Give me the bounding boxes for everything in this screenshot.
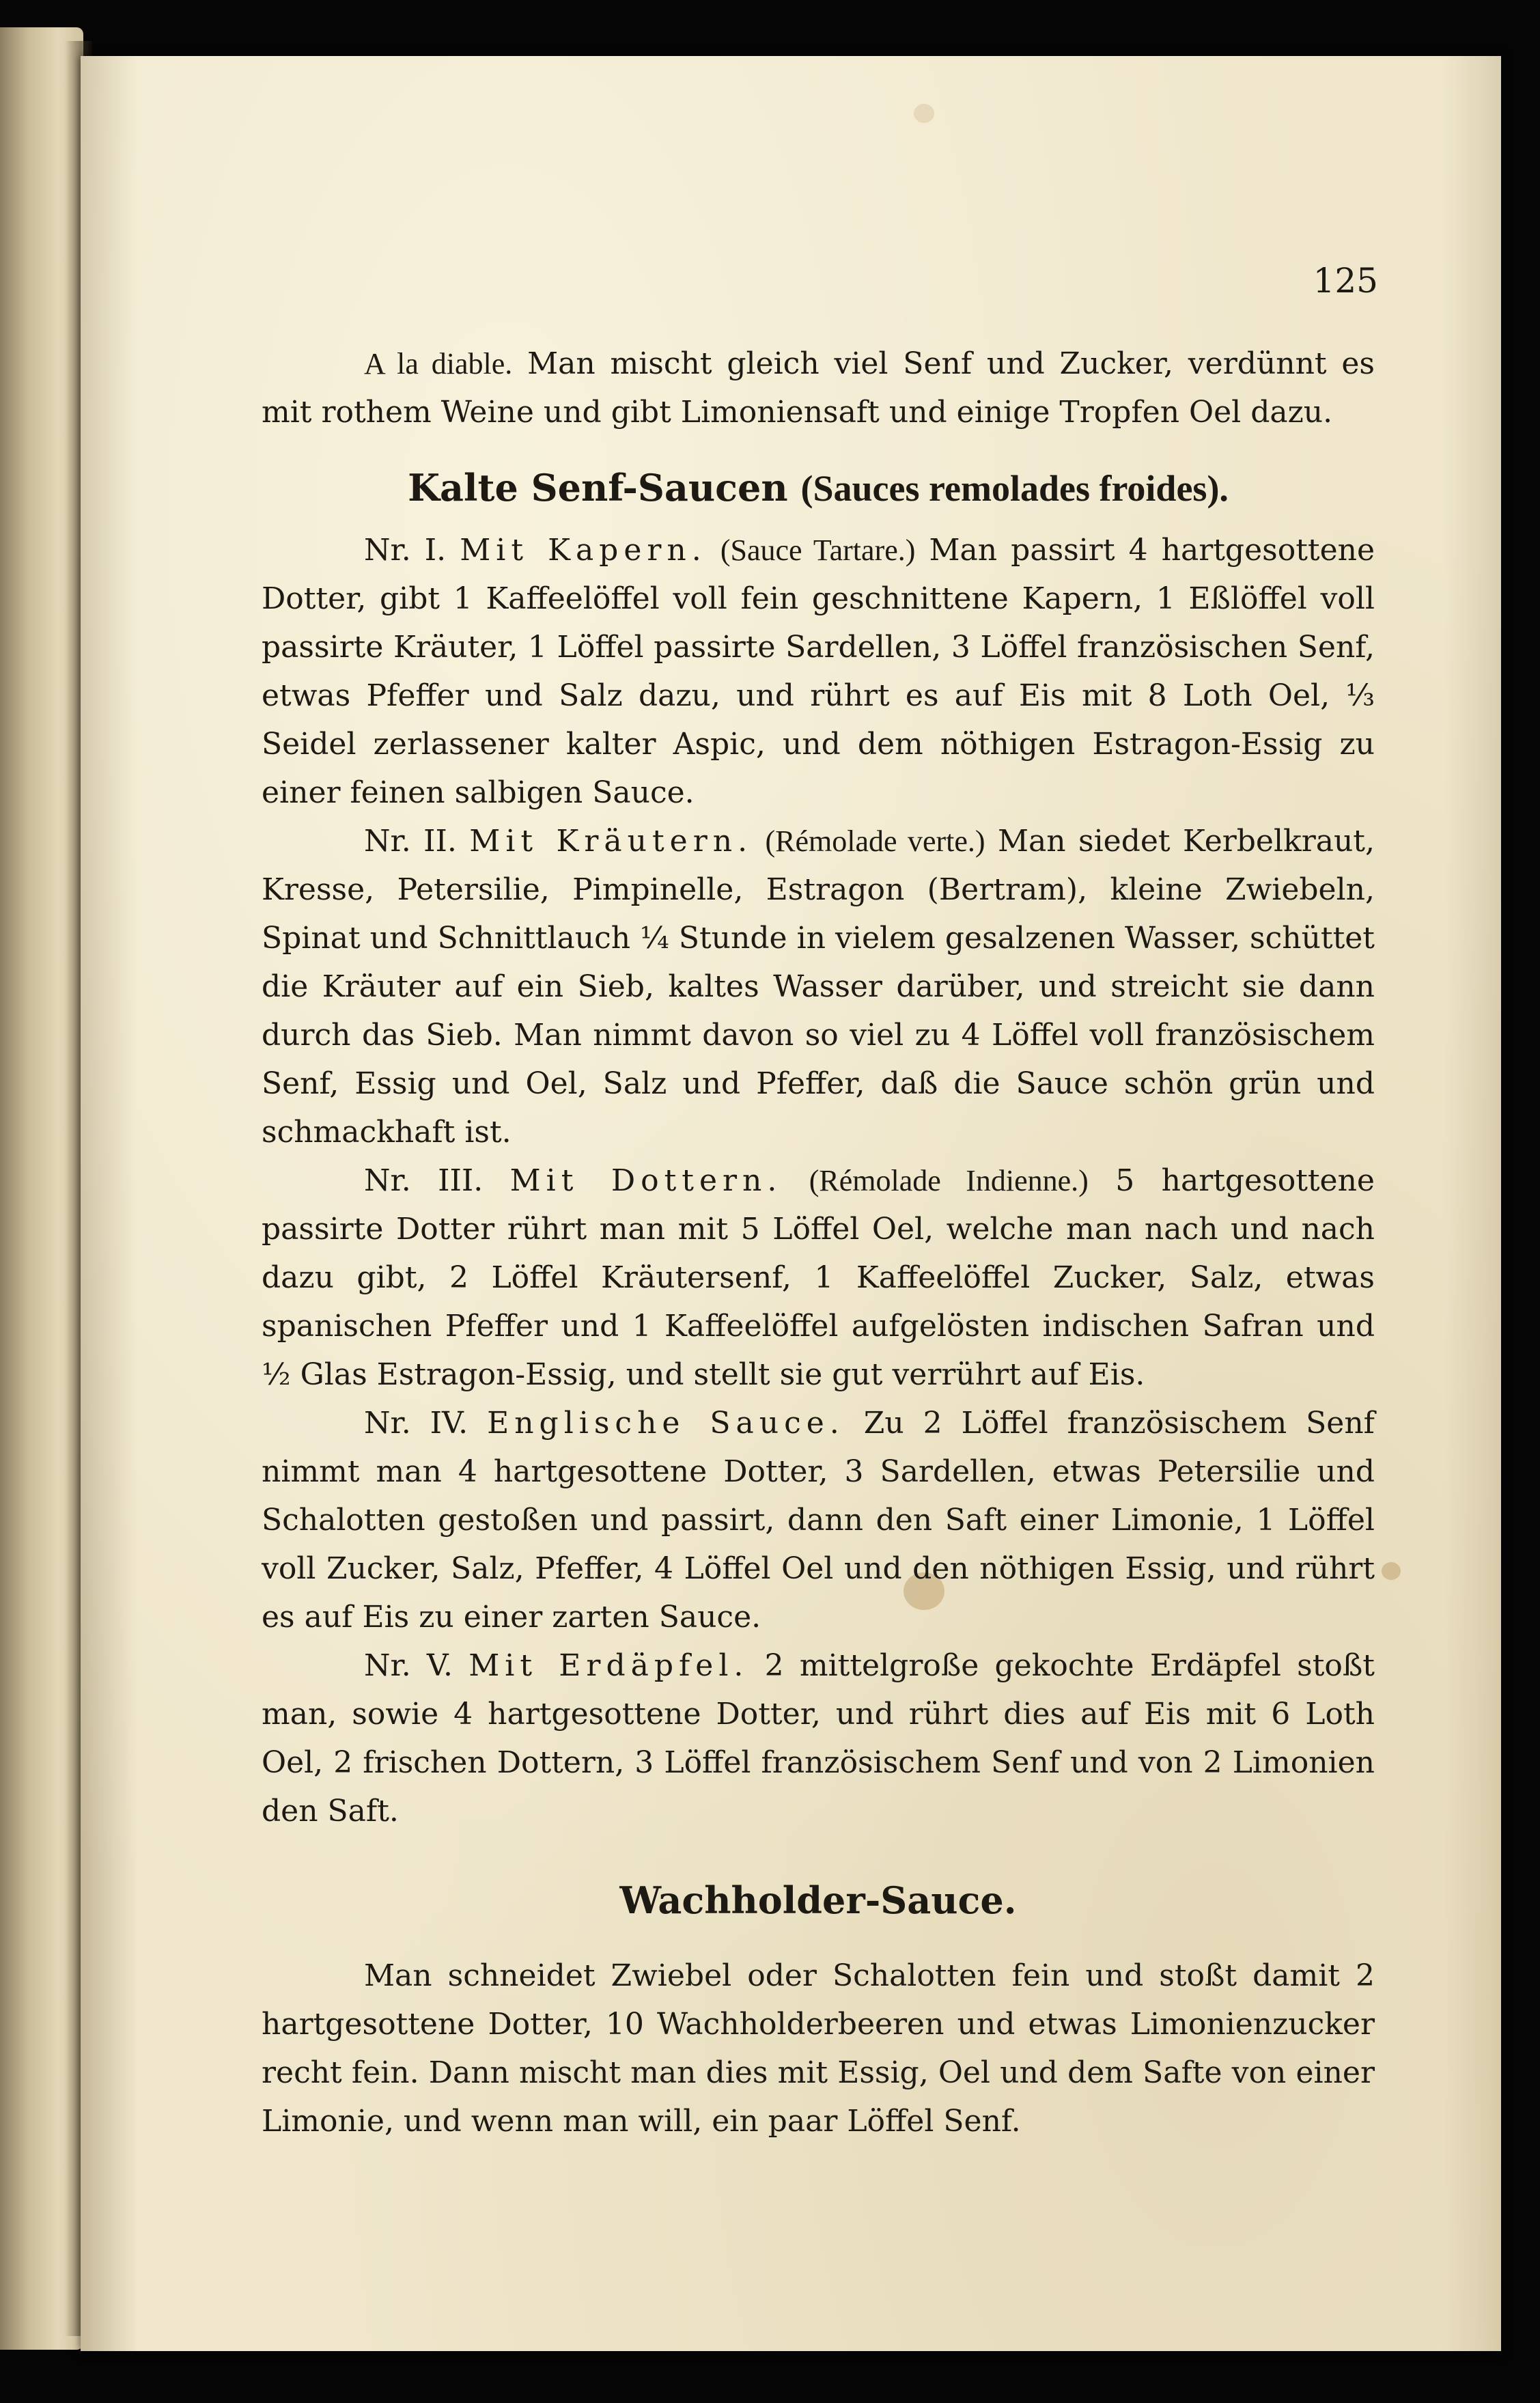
recipe-text: Man passirt 4 hartgesottene Dotter, gibt 1 Kaffeelöffel voll fein geschnittene Kapern, 1 Eßlöffel voll passirte Kräuter, 1 Löffel passirte Sardellen, 3 Löffel französischen Senf, etwas Pfeffer und Salz dazu, und rührt es auf Eis mit 8 Loth Oel, ⅓ Seidel zerlassener kalter Aspic, und dem nöthigen Estragon-Essig zu einer feinen salbigen Sauce.	[262, 533, 1375, 810]
recipe-french-name: (Rémolade Indienne.)	[809, 1164, 1089, 1197]
recipe-french-name: (Sauce Tartare.)	[720, 533, 916, 567]
heading-subtitle: (Sauces remolades froides).	[800, 468, 1229, 509]
recipe-number: Nr. I.	[364, 533, 447, 568]
recipe-title: Mit Erdäpfel.	[468, 1648, 749, 1683]
recipe-nr-1	[262, 526, 1375, 817]
recipe-french-name: (Rémolade verte.)	[765, 824, 985, 858]
section-label: A la diable.	[364, 347, 513, 380]
recipe-nr-2	[262, 817, 1375, 1156]
recipe-number: Nr. III.	[364, 1163, 484, 1198]
book-page	[81, 56, 1501, 2351]
recipe-title: Mit Dottern.	[509, 1163, 783, 1198]
recipe-title: Englische Sauce.	[487, 1406, 845, 1441]
recipe-text: Man siedet Kerbelkraut, Kresse, Petersilie, Pimpinelle, Estragon (Bertram), kleine Zwiebeln, Spinat und Schnittlauch ¼ Stunde in vielem gesalzenen Wasser, schüttet die Kräuter auf ein Sieb, kaltes Wasser darüber, und streicht sie dann durch das Sieb. Man nimmt davon so viel zu 4 Löffel voll französischem Senf, Essig und Oel, Salz und Pfeffer, daß die Sauce schön grün und schmackhaft ist.	[262, 824, 1375, 1150]
foxing-stain	[1382, 1562, 1401, 1580]
text-column	[262, 254, 1375, 2145]
paragraph-text: Man mischt gleich viel Senf und Zucker, verdünnt es mit rothem Weine und gibt Limoniensaft und einige Tropfen Oel dazu.	[262, 346, 1375, 430]
recipe-nr-4	[262, 1399, 1375, 1641]
recipe-nr-3	[262, 1156, 1375, 1399]
paragraph-a-la-diable	[262, 339, 1375, 436]
recipe-text: Zu 2 Löffel französischem Senf nimmt man 4 hartgesottene Dotter, 3 Sardellen, etwas Petersilie und Schalotten gestoßen und passirt, dann den Saft einer Limonie, 1 Löffel voll Zucker, Salz, Pfeffer, 4 Löffel Oel und den nöthigen Essig, und rührt es auf Eis zu einer zarten Sauce.	[262, 1406, 1375, 1635]
recipe-number: Nr. IV.	[364, 1406, 468, 1441]
heading-text: Kalte Senf-Saucen	[408, 466, 788, 510]
recipe-number: Nr. V.	[364, 1648, 453, 1683]
heading-wachholder-sauce: Wachholder-Sauce.	[619, 1878, 1017, 1922]
recipe-title: Mit Kapern.	[460, 533, 707, 568]
recipe-title: Mit Kräutern.	[469, 824, 753, 859]
paragraph-wachholder: Man schneidet Zwiebel oder Schalotten fein und stoßt damit 2 hartgesottene Dotter, 10 Wachholderbeeren und etwas Limonienzucker recht fein. Dann mischt man dies mit Essig, Oel und dem Safte von einer Limonie, und wenn man will, ein paar Löffel Senf.	[262, 1958, 1375, 2139]
recipe-text: 5 hartgesottene passirte Dotter rührt man mit 5 Löffel Oel, welche man nach und nach dazu gibt, 2 Löffel Kräutersenf, 1 Kaffeelöffel Zucker, Salz, etwas spanischen Pfeffer und 1 Kaffeelöffel aufgelösten indischen Safran und ½ Glas Estragon-Essig, und stellt sie gut verrührt auf Eis.	[262, 1163, 1375, 1392]
heading-kalte-senf-saucen	[262, 450, 1375, 526]
page-number: 125	[1313, 261, 1378, 301]
recipe-number: Nr. II.	[364, 824, 457, 859]
foxing-stain	[914, 104, 934, 123]
recipe-text: 2 mittelgroße gekochte Erdäpfel stoßt man, sowie 4 hartgesottene Dotter, und rührt dies auf Eis mit 6 Loth Oel, 2 frischen Dottern, 3 Löffel französischem Senf und von 2 Limonien den Saft.	[262, 1648, 1375, 1829]
recipe-nr-5	[262, 1641, 1375, 1835]
